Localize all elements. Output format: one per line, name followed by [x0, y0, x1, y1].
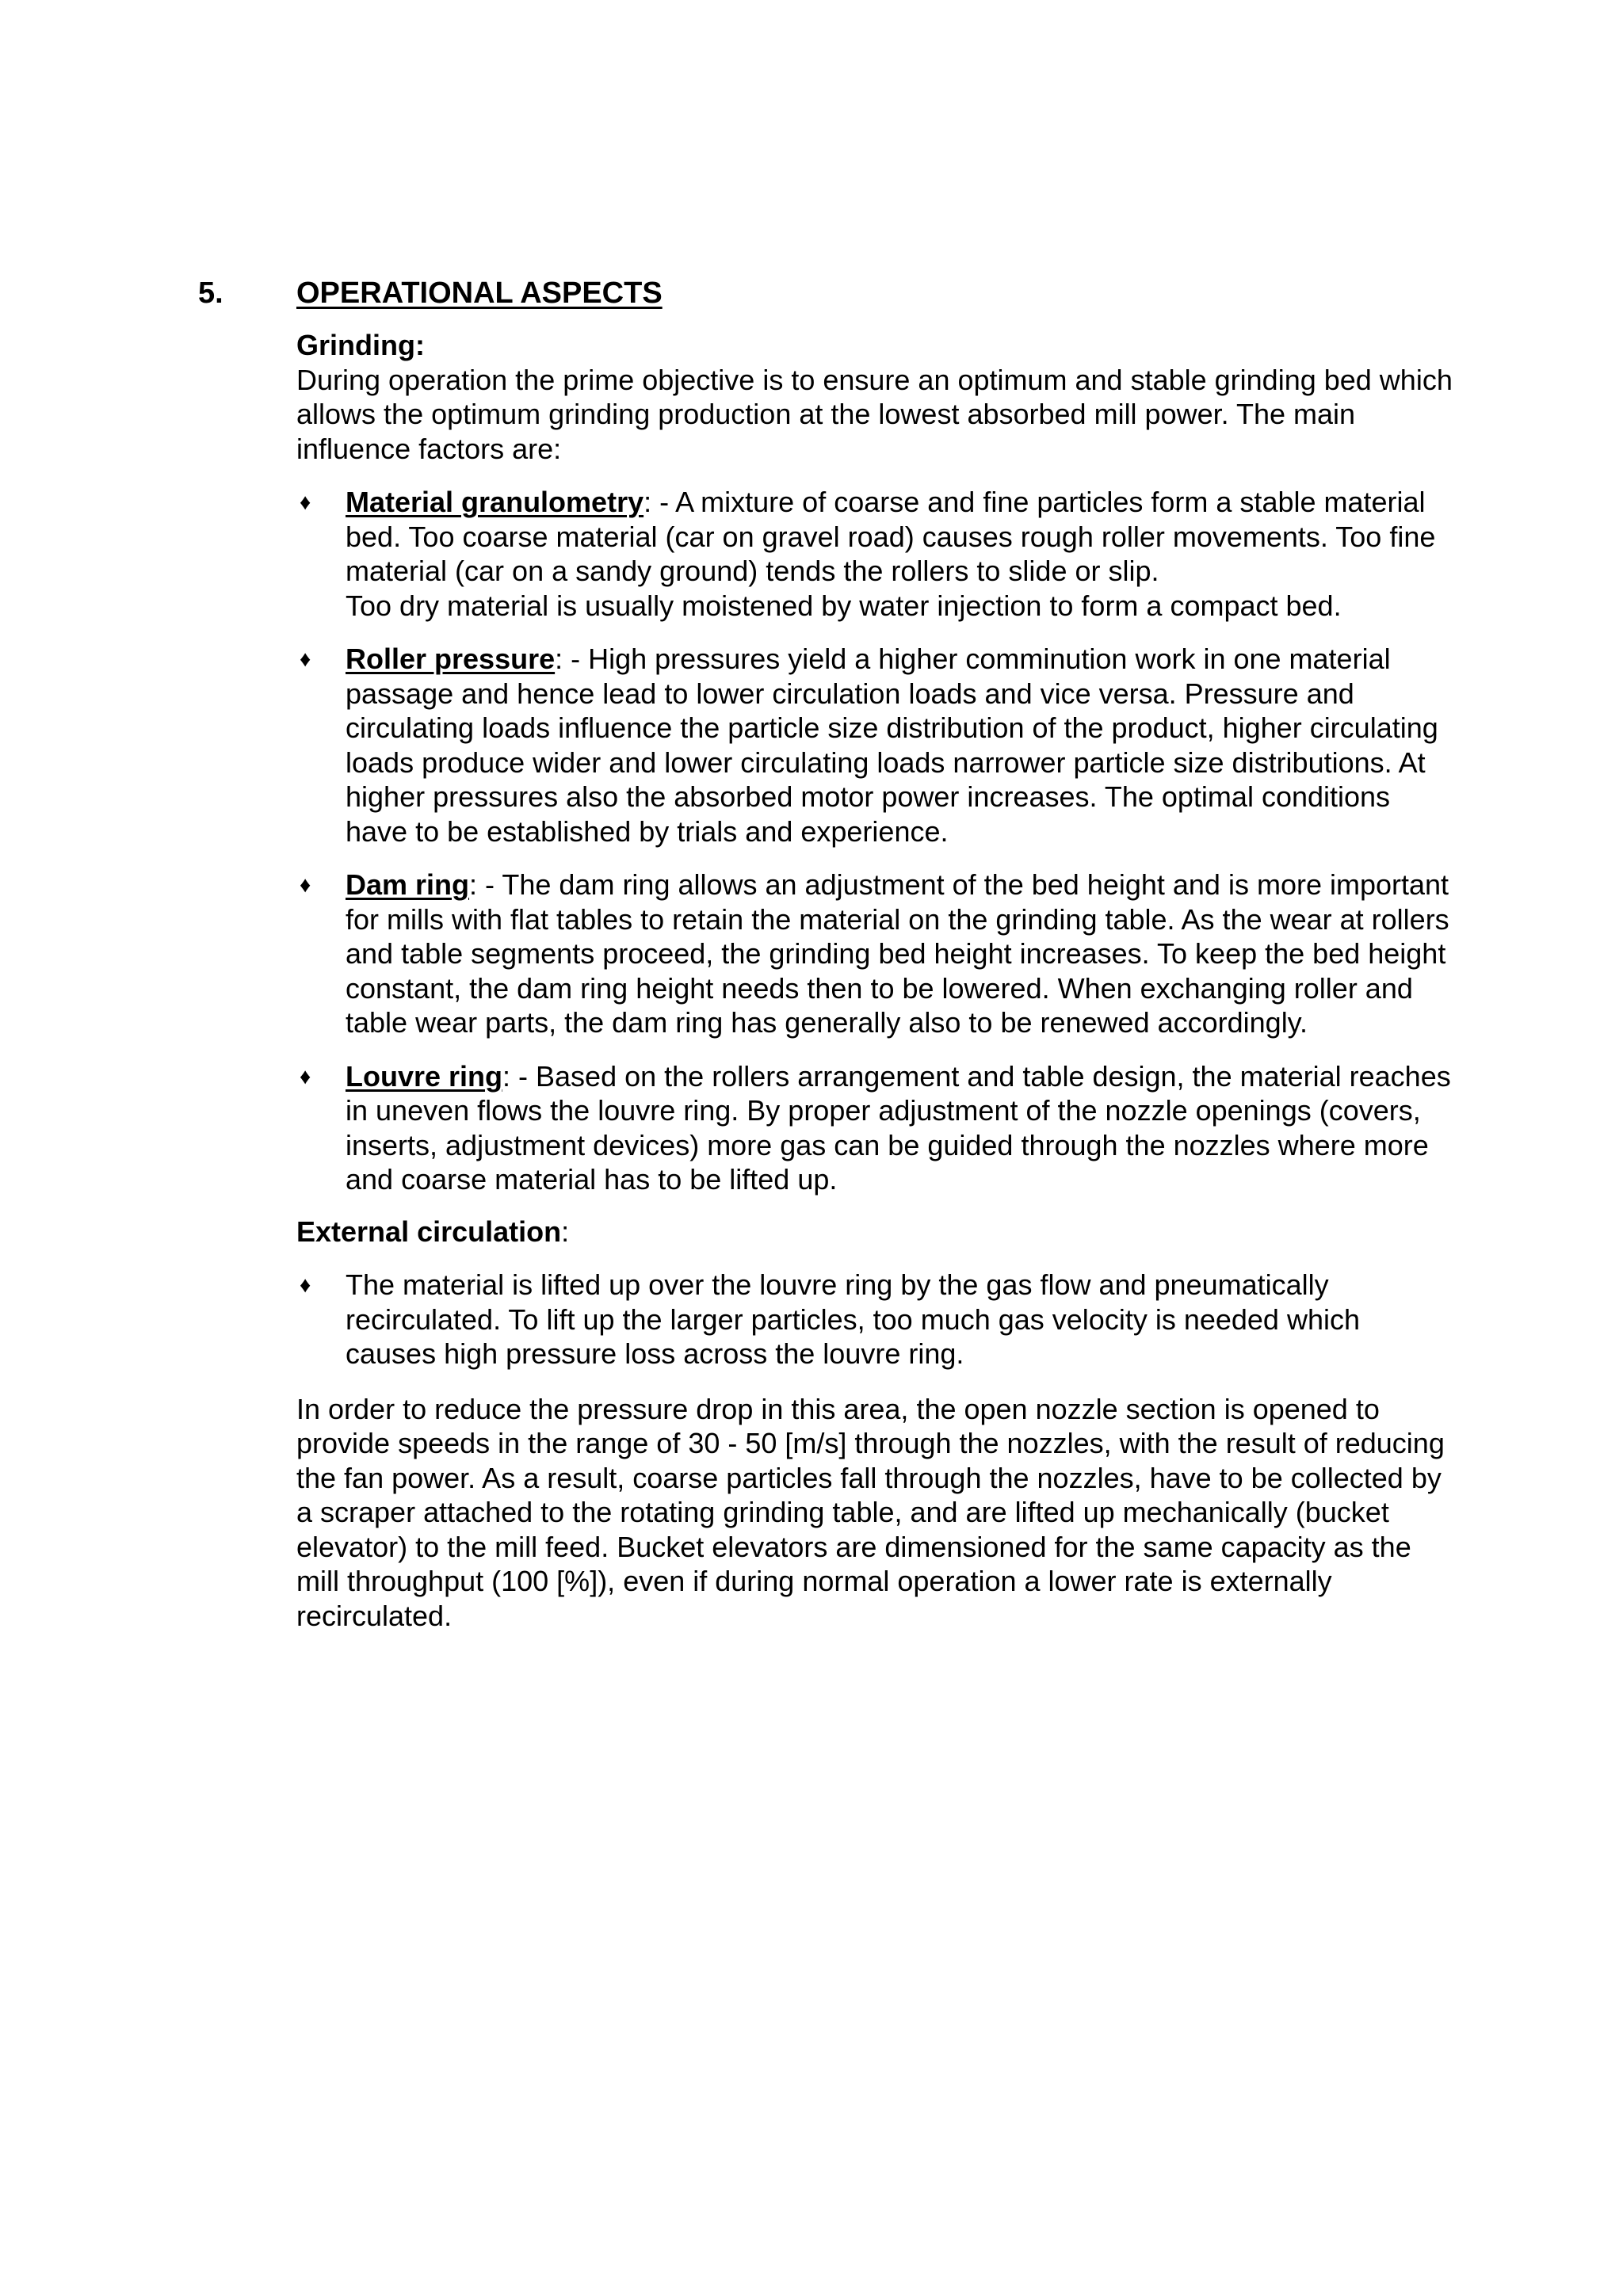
- bullet-term: Louvre ring: [346, 1059, 503, 1093]
- diamond-bullet-icon: ♦: [300, 490, 311, 514]
- bullet-text: : - High pressures yield a higher comminution work in one material passage and hence lead to lower circulation loads and vice versa. Pressure and circulating loads influence the particle size distribution of the product, higher circulating loads produce wider and lower circulating loads narrower particle size distributions. At higher pressures also the absorbed motor power increases. The optimal conditions have to be established by trials and experience.: [346, 643, 1438, 848]
- section-title: OPERATIONAL ASPECTS: [296, 277, 663, 310]
- list-item: [296, 642, 1453, 849]
- list-item: [296, 1059, 1453, 1197]
- list-item: [296, 1268, 1453, 1371]
- list-item: [296, 485, 1453, 623]
- diamond-bullet-icon: ♦: [300, 1272, 311, 1297]
- external-circulation-list: [296, 1268, 1453, 1371]
- bullet-term: Dam ring: [346, 868, 470, 901]
- bullet-text: : - Based on the rollers arrangement and table design, the material reaches in uneven flows the louvre ring. By proper adjustment of the nozzle openings (covers, inserts, adjustment devices) more gas can be guided through the nozzles where more and coarse material has to be lifted up.: [346, 1059, 1451, 1196]
- external-circulation-colon: :: [561, 1215, 570, 1248]
- bullet-text: The material is lifted up over the louvre ring by the gas flow and pneumatically recirculated. To lift up the larger particles, too much gas velocity is needed which causes high pressure loss across the louvre ring.: [346, 1268, 1360, 1370]
- list-item: [296, 868, 1453, 1040]
- diamond-bullet-icon: ♦: [300, 646, 311, 671]
- external-circulation-heading: [296, 1215, 1453, 1249]
- section-body: [296, 328, 1453, 1633]
- section-number: 5.: [198, 277, 223, 310]
- closing-paragraph: In order to reduce the pressure drop in this area, the open nozzle section is opened to provide speeds in the range of 30 - 50 [m/s] through the nozzles, with the result of reducing the fan power. As a result, coarse particles fall through the nozzles, have to be collected by a scraper attached to the rotating grinding table, and are lifted up mechanically (bucket elevator) to the mill feed. Bucket elevators are dimensioned for the same capacity as the mill throughput (100 [%]), even if during normal operation a lower rate is externally recirculated.: [296, 1392, 1445, 1632]
- bullet-text: : - A mixture of coarse and fine particles form a stable material bed. Too coarse material (car on gravel road) causes rough roller movements. Too fine material (car on a sandy ground) tends the rollers to slide or slip.: [346, 486, 1436, 587]
- diamond-bullet-icon: ♦: [300, 1063, 311, 1089]
- section-heading: [198, 274, 1466, 312]
- bullet-term: Roller pressure: [346, 643, 556, 675]
- grinding-intro: During operation the prime objective is to ensure an optimum and stable grinding bed which allows the optimum grinding production at the lowest absorbed mill power. The main influence factors are:: [296, 363, 1453, 465]
- bullet-term: Material granulometry: [346, 486, 644, 518]
- bullet-extra-text: Too dry material is usually moistened by water injection to form a compact bed.: [346, 589, 1342, 622]
- influence-factors-list: [296, 485, 1453, 1197]
- bullet-text: : - The dam ring allows an adjustment of the bed height and is more important for mills with flat tables to retain the material on the grinding table. As the wear at rollers and table segments proceed, the grinding bed height increases. To keep the bed height constant, the dam ring height needs then to be lowered. When exchanging roller and table wear parts, the dam ring has generally also to be renewed accordingly.: [346, 868, 1449, 1039]
- diamond-bullet-icon: ♦: [300, 872, 311, 897]
- external-circulation-title: External circulation: [296, 1215, 562, 1248]
- grinding-heading: Grinding:: [296, 329, 425, 361]
